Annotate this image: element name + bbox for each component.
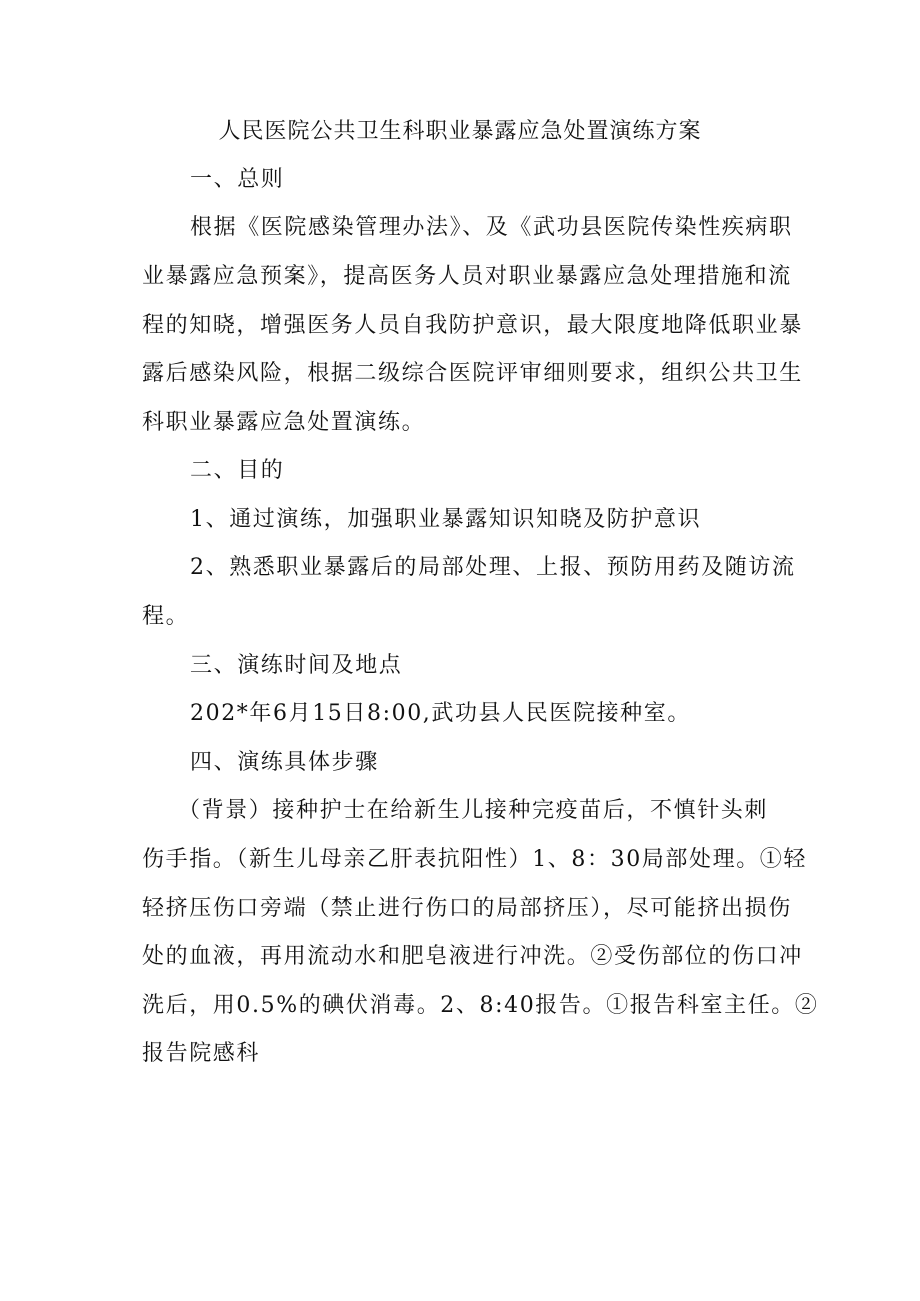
section-1-body-line: 科职业暴露应急处置演练。: [142, 410, 426, 435]
section-4-body-line: 伤手指。（新生儿母亲乙肝表抗阳性）1、8：30局部处理。①轻: [142, 847, 807, 872]
section-1-body-line: 露后感染风险，根据二级综合医院评审细则要求，组织公共卫生: [142, 361, 803, 386]
section-4-body-line: 处的血液，再用流动水和肥皂液进行冲洗。②受伤部位的伤口冲: [142, 944, 803, 969]
section-1-body-line: 业暴露应急预案》，提高医务人员对职业暴露应急处理措施和流: [142, 264, 792, 289]
section-1-body-line: 程的知晓，增强医务人员自我防护意识，最大限度地降低职业暴: [142, 313, 803, 338]
section-4-body-line: 洗后，用0.5%的碘伏消毒。2、8:40报告。①报告科室主任。②: [142, 993, 819, 1018]
section-1-heading: 一、总则: [190, 167, 285, 192]
section-1-body-line: 根据《医院感染管理办法》、及《武功县医院传染性疾病职: [190, 215, 793, 240]
section-2-item-2-line: 程。: [142, 604, 190, 629]
section-4-body-line: 轻挤压伤口旁端（禁止进行伤口的局部挤压），尽可能挤出损伤: [142, 896, 792, 921]
section-4-body-line: （背景）接种护士在给新生儿接种完疫苗后，不慎针头刺: [178, 798, 769, 823]
section-3-body: 202*年6月15日8:00,武功县人民医院接种室。: [190, 701, 691, 726]
section-4-body-line: 报告院感科: [142, 1041, 261, 1066]
section-2-item-2-line: 2、熟悉职业暴露后的局部处理、上报、预防用药及随访流: [190, 555, 796, 580]
section-3-heading: 三、演练时间及地点: [190, 653, 403, 678]
section-2-item-1: 1、通过演练，加强职业暴露知识知晓及防护意识: [190, 507, 702, 532]
section-4-heading: 四、演练具体步骤: [190, 750, 379, 775]
section-2-heading: 二、目的: [190, 458, 285, 483]
document-title: 人民医院公共卫生科职业暴露应急处置演练方案: [218, 119, 702, 144]
